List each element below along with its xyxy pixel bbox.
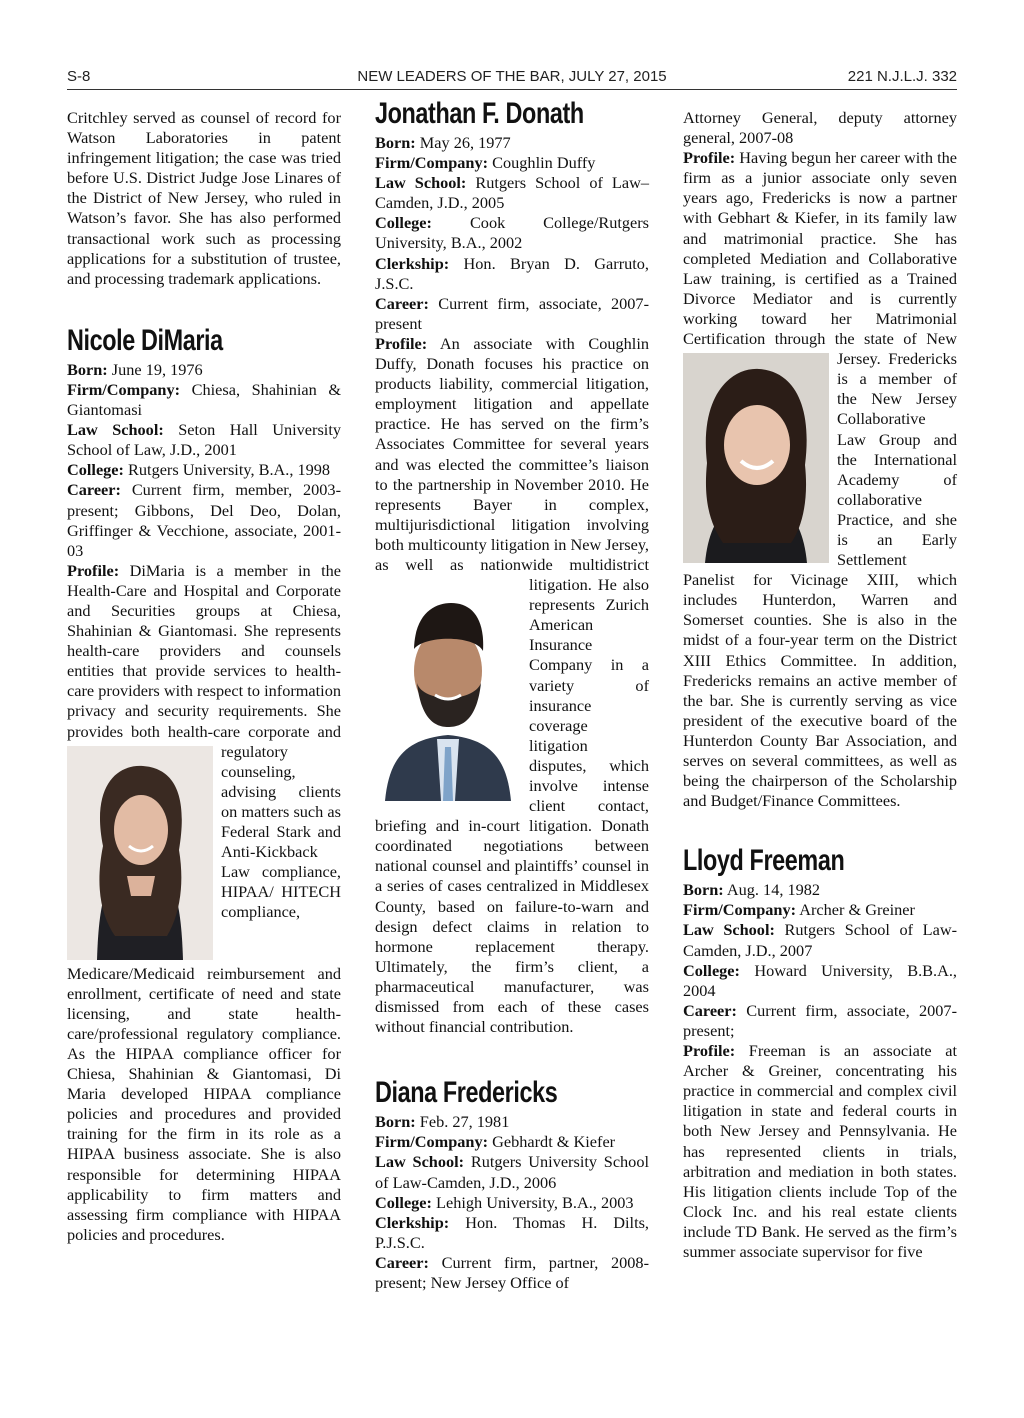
college-line: College: Cook College/Rutgers University, B.A., 2002 (375, 213, 649, 253)
profile-paragraph: Profile: DiMaria is a member in the Health-Care and Hospital and Corporate and Securities groups at Chiesa, Shahinian & Giantomasi. She represents health-care providers and counsels entities that provide services to health-care providers with respect to information privacy and security requirements. She provides both health-care corporate and regulatory counseling, advising clients on matters such as Federal Stark and Anti-Kickback Law compliance, HIPAA/ HITECH compliance, Medicare/Medicaid reimbursement and enrollment, certificate of need and state licensing, and state health-care/professional regulatory compliance. As the HIPAA compliance officer for Chiesa, Shahinian & Giantomasi, Di Maria developed HIPAA compliance policies and procedures and provided training for the firm in its role as a HIPAA business associate. She is also responsible for determining HIPAA applicability to firm matters and assessing firm compliance with HIPAA policies and procedures. (67, 560, 341, 1244)
citation: 221 N.J.L.J. 332 (847, 68, 957, 85)
profile-name-freeman: Lloyd Freeman (683, 844, 845, 878)
born-line: Born: Aug. 14, 1982 (683, 880, 821, 900)
page-number: S-8 (67, 68, 91, 85)
law-school-line: Law School: Rutgers School of Law-Camden, J.D., 2007 (683, 920, 957, 960)
firm-line: Firm/Company: Archer & Greiner (683, 900, 915, 920)
clerkship-line: Clerkship: Hon. Bryan D. Garruto, J.S.C. (375, 253, 649, 293)
career-line: Career: Current firm, partner, 2008-present; New Jersey Office of (375, 1252, 649, 1292)
section-title: NEW LEADERS OF THE BAR, JULY 27, 2015 (357, 68, 667, 85)
college-line: College: Rutgers University, B.A., 1998 (67, 460, 331, 480)
college-line: College: Lehigh University, B.A., 2003 (375, 1192, 634, 1212)
column-left (67, 108, 341, 1245)
law-school-line: Law School: Rutgers University School of Law-Camden, J.D., 2006 (375, 1152, 649, 1192)
continued-profile-text: Critchley served as counsel of record for Watson Laboratories in patent infringement litigation; the case was tried before U.S. District Judge Jose Linares of the District of New Jersey, who ruled in Watson’s favor. She has also performed transactional work such as processing applications for a substitution of trustee, and processing trademark applications. (67, 108, 341, 288)
firm-line: Firm/Company: Chiesa, Shahinian & Giantomasi (67, 379, 341, 420)
portrait-photo-dimaria (67, 746, 213, 960)
profile-paragraph: Profile: Freeman is an associate at Archer & Greiner, concentrating his practice in commercial and complex civil litigation in state and federal courts in both New Jersey and Pennsylvania. He has represented clients in trials, arbitration and mediation in both states. His litigation clients include Top of the Clock Inc. and his real estate clients include TD Bank. He served as the firm’s summer associate supervisor for five (683, 1041, 958, 1261)
portrait-photo-fredericks (683, 353, 829, 563)
profile-paragraph: Profile: Having begun her career with the firm as a junior associate only seven years ago, Fredericks is now a partner with Gebhart & Kiefer, in its family law and matrimonial practice. She has completed Mediation and Collaborative Law training, is certified as a Trained Divorce Mediator and is currently working toward her Matrimonial Certification through the state of New Jersey. Fredericks is a member of the New Jersey Collaborative Law Group and the International Academy of collaborative Practice, and she is an Early Settlement Panelist for Vicinage XIII, which includes Hunterdon, Warren and Somerset counties. She is also in the midst of a four-year term on the District XIII Ethics Committee. In addition, Fredericks remains an active member of the bar. She is currently serving as vice president of the executive board of the Hunterdon County Bar Association, and serves on several committees, as well as being the chairperson of the Scholarship and Budget/Finance Committees. (683, 148, 957, 811)
born-line: Born: Feb. 27, 1981 (375, 1112, 510, 1132)
firm-line: Firm/Company: Gebhardt & Kiefer (375, 1132, 616, 1152)
college-line: College: Howard University, B.B.A., 2004 (683, 960, 957, 1000)
firm-line: Firm/Company: Coughlin Duffy (375, 153, 596, 173)
profile-name-dimaria: Nicole DiMaria (67, 323, 223, 357)
law-school-line: Law School: Seton Hall University School of Law, J.D., 2001 (67, 420, 341, 460)
career-continuation: Attorney General, deputy attorney general, 2007-08 (683, 108, 957, 148)
career-line: Career: Current firm, associate, 2007-present; (683, 1000, 957, 1040)
profile-paragraph: Profile: An associate with Coughlin Duffy, Donath focuses his practice on products liability, commercial litigation, employment litigation and appellate practice. He has served on the firm’s Associates Committee for several years and was elected the committee’s liaison to the partnership in November 2010. He represents Bayer in complex, multijurisdictional litigation involving both multicounty litigation in New Jersey, as well as nationwide multidistrict litigation. He also represents Zurich American Insurance Company in a variety of insurance coverage litigation disputes, which involve intense client contact, briefing and in-court litigation. Donath coordinated negotiations between national counsel and plaintiffs’ counsel in a series of cases centralized in Middlesex County, based on failure-to-warn and design defect claims in relation to hormone replacement therapy. Ultimately, the firm’s client, a pharmaceutical manufacturer, was dismissed from each of these cases without financial contribution. (375, 333, 649, 1037)
law-school-line: Law School: Rutgers School of Law–Camden, J.D., 2005 (375, 173, 649, 213)
career-line: Career: Current firm, associate, 2007-present (375, 293, 649, 333)
column-middle (375, 96, 649, 1293)
clerkship-line: Clerkship: Hon. Thomas H. Dilts, P.J.S.C. (375, 1212, 649, 1252)
page-header (67, 64, 957, 90)
profile-name-fredericks: Diana Fredericks (375, 1076, 558, 1110)
portrait-photo-donath (375, 579, 521, 801)
column-right (683, 108, 957, 1262)
career-line: Career: Current firm, member, 2003-present; Gibbons, Del Deo, Dolan, Griffinger & Vecchione, associate, 2001-03 (67, 480, 341, 560)
born-line: Born: June 19, 1976 (67, 359, 203, 379)
born-line: Born: May 26, 1977 (375, 133, 511, 152)
profile-name-donath: Jonathan F. Donath (375, 97, 584, 130)
